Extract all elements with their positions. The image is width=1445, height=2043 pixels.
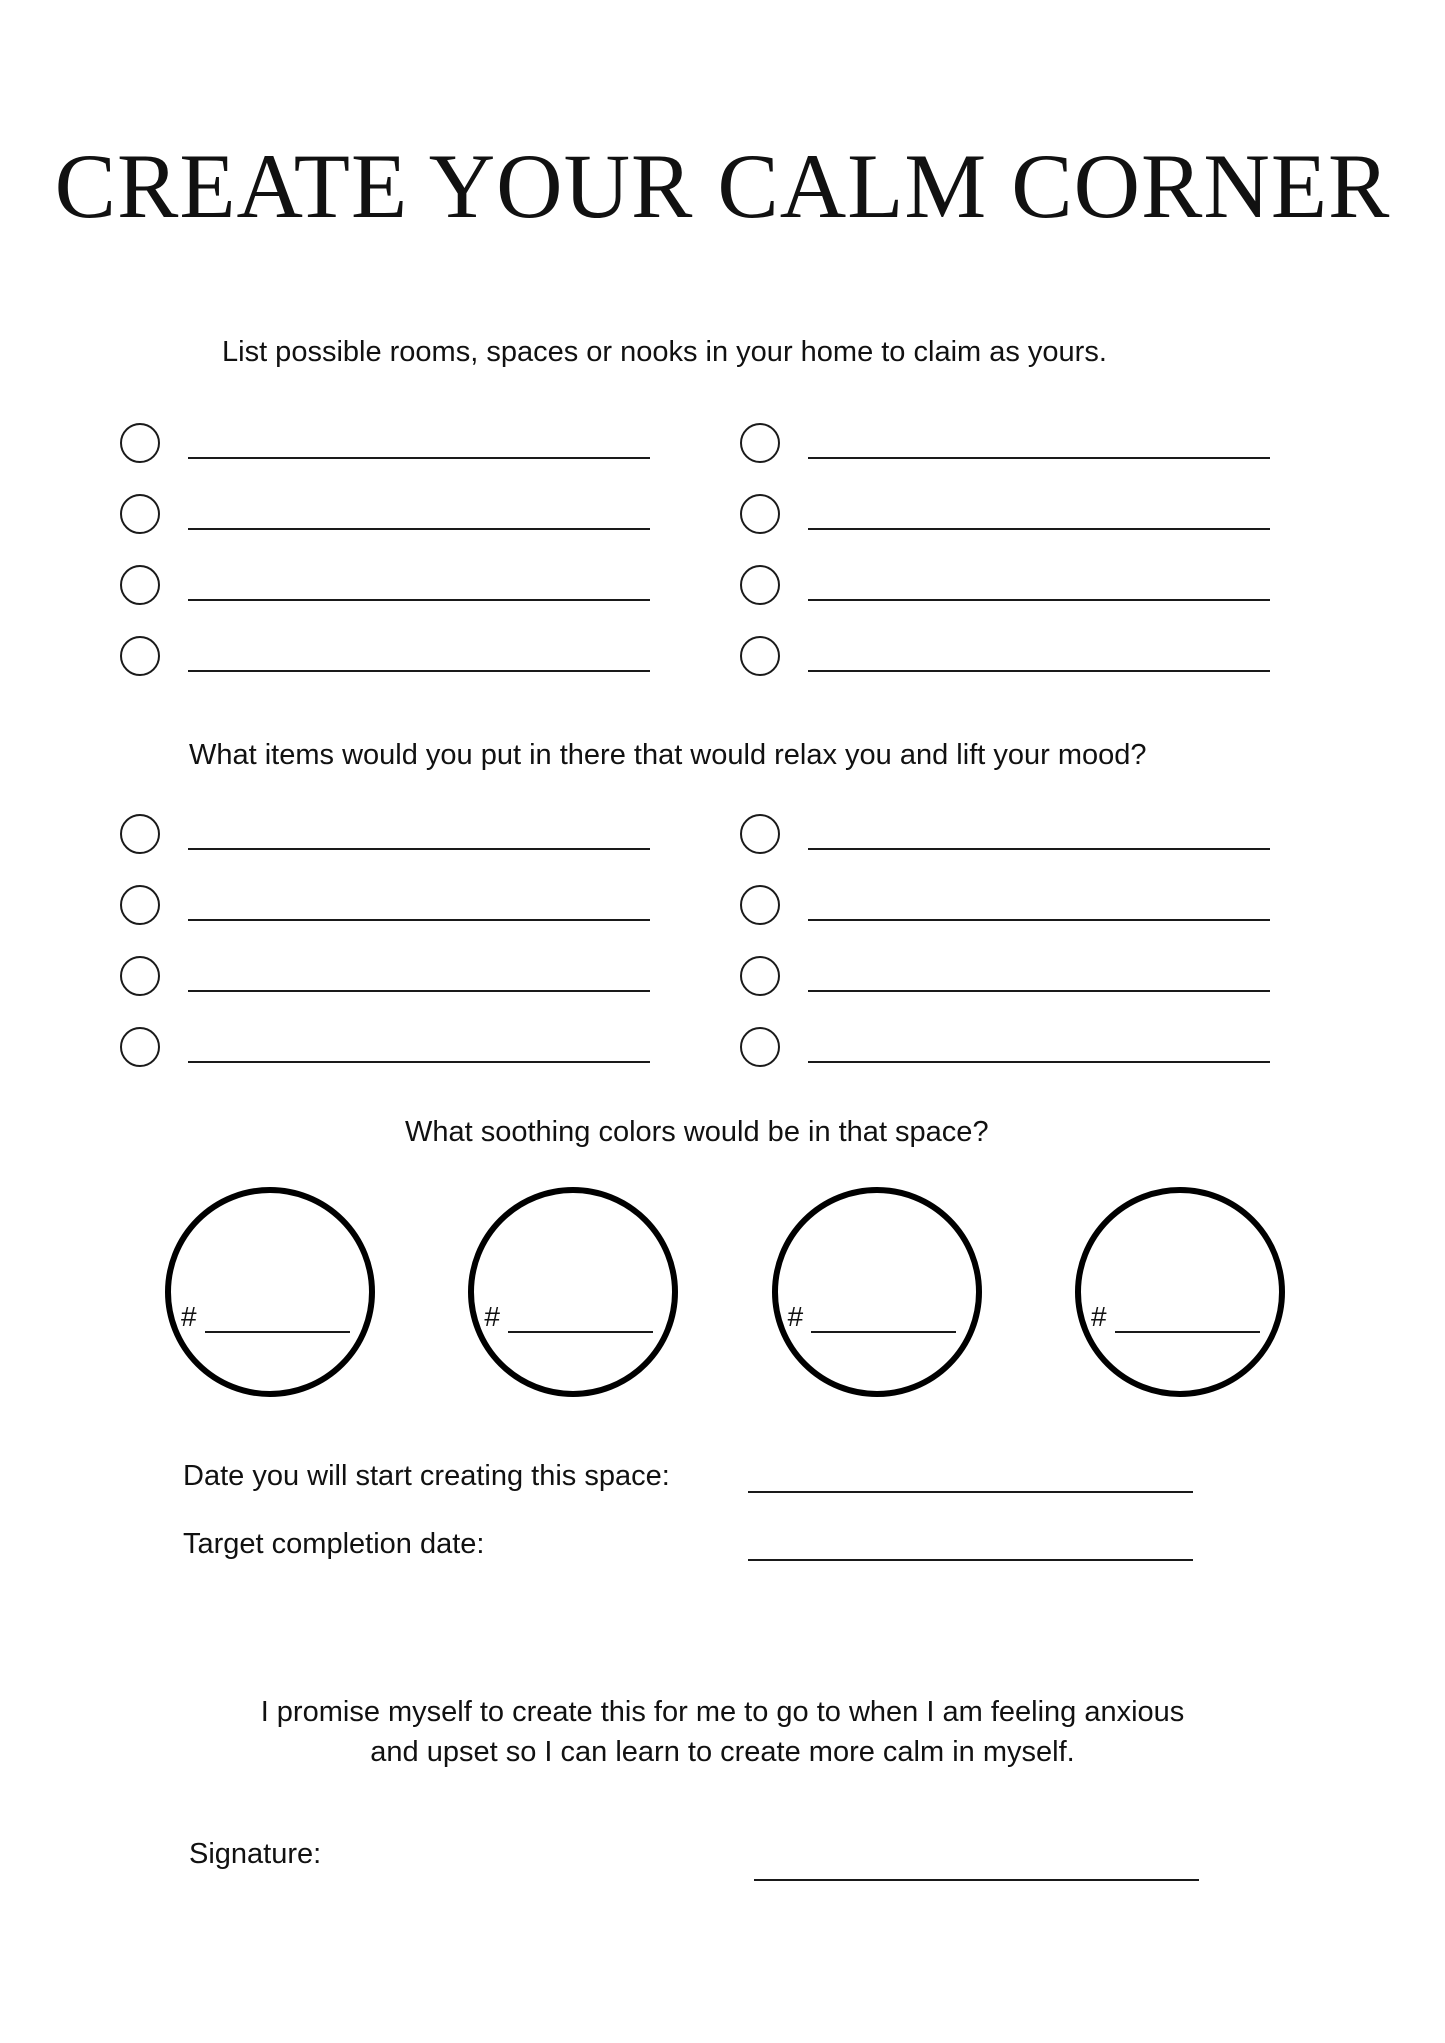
rooms-list-item bbox=[120, 421, 690, 464]
items-list-item bbox=[740, 954, 1310, 997]
write-in-line[interactable] bbox=[188, 960, 650, 992]
promise-statement bbox=[0, 1692, 1445, 1772]
write-in-line[interactable] bbox=[188, 569, 650, 601]
checkbox-circle[interactable] bbox=[120, 814, 160, 854]
rooms-checklist bbox=[120, 421, 1310, 677]
color-swatch-circle[interactable] bbox=[165, 1187, 375, 1397]
items-list-item bbox=[120, 1025, 690, 1068]
write-in-line[interactable] bbox=[808, 640, 1270, 672]
hex-code-line[interactable] bbox=[811, 1305, 956, 1333]
signature-label: Signature: bbox=[189, 1838, 322, 1870]
color-swatches bbox=[165, 1187, 1285, 1397]
items-list-item bbox=[120, 883, 690, 926]
write-in-line[interactable] bbox=[808, 889, 1270, 921]
color-swatch-circle[interactable] bbox=[772, 1187, 982, 1397]
promise-line-2: and upset so I can learn to create more calm in myself. bbox=[370, 1736, 1075, 1769]
checkbox-circle[interactable] bbox=[120, 494, 160, 534]
items-list-item bbox=[120, 812, 690, 855]
color-swatch-circle[interactable] bbox=[468, 1187, 678, 1397]
checkbox-circle[interactable] bbox=[120, 565, 160, 605]
page-title: CREATE YOUR CALM CORNER bbox=[54, 135, 1391, 237]
checkbox-circle[interactable] bbox=[740, 636, 780, 676]
start-date-label: Date you will start creating this space: bbox=[183, 1460, 670, 1492]
target-date-field bbox=[183, 1528, 1193, 1561]
hash-label: # bbox=[787, 1301, 804, 1332]
hex-code-field[interactable] bbox=[484, 1301, 653, 1333]
write-in-line[interactable] bbox=[808, 427, 1270, 459]
color-swatch-circle[interactable] bbox=[1075, 1187, 1285, 1397]
checkbox-circle[interactable] bbox=[740, 885, 780, 925]
rooms-prompt: List possible rooms, spaces or nooks in your home to claim as yours. bbox=[222, 336, 1107, 368]
promise-line-1: I promise myself to create this for me to go to when I am feeling anxious bbox=[260, 1696, 1185, 1728]
write-in-line[interactable] bbox=[808, 960, 1270, 992]
write-in-line[interactable] bbox=[188, 640, 650, 672]
write-in-line[interactable] bbox=[188, 427, 650, 459]
write-in-line[interactable] bbox=[808, 818, 1270, 850]
checkbox-circle[interactable] bbox=[120, 885, 160, 925]
checkbox-circle[interactable] bbox=[740, 494, 780, 534]
checkbox-circle[interactable] bbox=[120, 956, 160, 996]
items-list-item bbox=[740, 1025, 1310, 1068]
write-in-line[interactable] bbox=[808, 569, 1270, 601]
checkbox-circle[interactable] bbox=[740, 423, 780, 463]
write-in-line[interactable] bbox=[188, 889, 650, 921]
checkbox-circle[interactable] bbox=[120, 636, 160, 676]
items-list-item bbox=[740, 812, 1310, 855]
rooms-list-item bbox=[740, 492, 1310, 535]
colors-prompt: What soothing colors would be in that space? bbox=[405, 1116, 989, 1148]
checkbox-circle[interactable] bbox=[740, 565, 780, 605]
signature-line[interactable] bbox=[754, 1849, 1199, 1881]
rooms-list-item bbox=[120, 634, 690, 677]
hex-code-line[interactable] bbox=[1115, 1305, 1260, 1333]
target-date-label: Target completion date: bbox=[183, 1528, 485, 1560]
signature-field bbox=[189, 1838, 1199, 1871]
hex-code-line[interactable] bbox=[508, 1305, 653, 1333]
checkbox-circle[interactable] bbox=[740, 956, 780, 996]
hex-code-field[interactable] bbox=[1091, 1301, 1260, 1333]
target-date-line[interactable] bbox=[748, 1529, 1193, 1561]
items-list-item bbox=[120, 954, 690, 997]
write-in-line[interactable] bbox=[188, 818, 650, 850]
write-in-line[interactable] bbox=[188, 498, 650, 530]
rooms-list-item bbox=[740, 563, 1310, 606]
write-in-line[interactable] bbox=[808, 1031, 1270, 1063]
write-in-line[interactable] bbox=[188, 1031, 650, 1063]
rooms-list-item bbox=[120, 492, 690, 535]
write-in-line[interactable] bbox=[808, 498, 1270, 530]
rooms-list-item bbox=[740, 634, 1310, 677]
checkbox-circle[interactable] bbox=[120, 1027, 160, 1067]
checkbox-circle[interactable] bbox=[740, 814, 780, 854]
hex-code-field[interactable] bbox=[181, 1301, 350, 1333]
hex-code-line[interactable] bbox=[205, 1305, 350, 1333]
rooms-list-item bbox=[740, 421, 1310, 464]
items-checklist bbox=[120, 812, 1310, 1068]
start-date-field bbox=[183, 1460, 1193, 1493]
checkbox-circle[interactable] bbox=[120, 423, 160, 463]
items-prompt: What items would you put in there that would relax you and lift your mood? bbox=[189, 739, 1147, 771]
start-date-line[interactable] bbox=[748, 1461, 1193, 1493]
hash-label: # bbox=[484, 1301, 500, 1332]
checkbox-circle[interactable] bbox=[740, 1027, 780, 1067]
hash-label: # bbox=[1090, 1301, 1107, 1332]
hash-label: # bbox=[181, 1301, 197, 1332]
hex-code-field[interactable] bbox=[788, 1301, 957, 1333]
rooms-list-item bbox=[120, 563, 690, 606]
items-list-item bbox=[740, 883, 1310, 926]
